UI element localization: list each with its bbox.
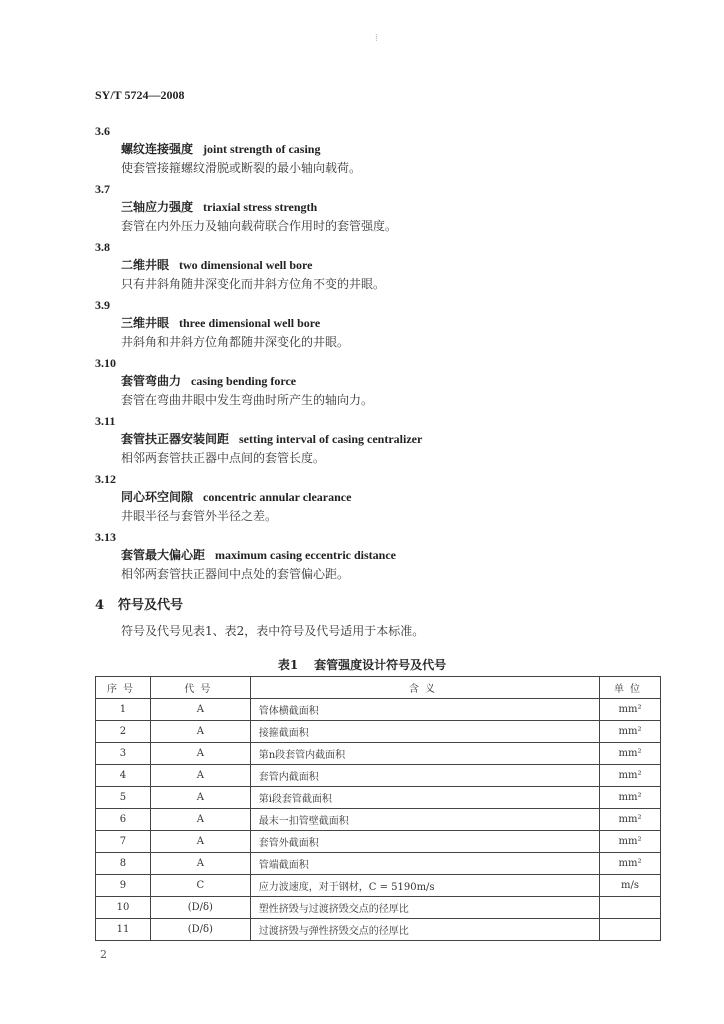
cell-seq: 3 [96,743,151,765]
term-en: concentric annular clearance [203,490,352,504]
cell-seq: 11 [96,919,151,941]
cell-code: (D/δ) [150,897,250,919]
term [95,372,675,391]
cell-unit: mm² [600,787,661,809]
term-en: triaxial stress strength [203,200,318,214]
cell-unit [600,919,661,941]
cell-meaning: 第n段套管内截面积 [250,743,599,765]
cell-meaning: 应力波速度，对于钢材，C = 5190m/s [250,875,599,897]
definition-text: 只有井斜角随井深变化而井斜方位角不变的井眼。 [121,277,386,291]
cell-unit: mm² [600,743,661,765]
cell-meaning: 接箍截面积 [250,721,599,743]
header-seq: 序号 [96,677,151,699]
cell-code: A [150,699,250,721]
clause-number: 3.6 [95,124,110,138]
cell-meaning: 最末一扣管壁截面积 [250,809,599,831]
definition-3-10 [95,354,675,410]
table-row [96,919,661,941]
scan-mark: ⁞ [375,33,378,44]
cell-seq: 10 [96,897,151,919]
table-row [96,809,661,831]
header-meaning: 含义 [250,677,599,699]
table-row [96,721,661,743]
definition-3-12 [95,470,675,526]
table-row [96,897,661,919]
cell-code: A [150,765,250,787]
cell-seq: 1 [96,699,151,721]
definition-3-7 [95,180,675,236]
cell-seq: 9 [96,875,151,897]
cell-meaning: 过渡挤毁与弹性挤毁交点的径厚比 [250,919,599,941]
definition-3-6 [95,122,675,178]
cell-seq: 4 [96,765,151,787]
term-cn: 三维井眼 [121,316,170,330]
cell-seq: 5 [96,787,151,809]
definition-text: 相邻两套管扶正器间中点处的套管偏心距。 [121,567,350,581]
definition-3-13 [95,528,675,584]
cell-seq: 6 [96,809,151,831]
cell-unit: mm² [600,721,661,743]
term-en: setting interval of casing centralizer [239,432,423,446]
definition-text: 使套管接箍螺纹滑脱或断裂的最小轴向载荷。 [121,161,362,175]
definition-text: 井眼半径与套管外半径之差。 [121,509,278,523]
term-cn: 同心环空间隙 [121,490,194,504]
cell-code: A [150,743,250,765]
cell-meaning: 套管内截面积 [250,765,599,787]
cell-unit: m/s [600,875,661,897]
cell-code: A [150,831,250,853]
cell-seq: 7 [96,831,151,853]
cell-unit: mm² [600,809,661,831]
cell-meaning: 管端截面积 [250,853,599,875]
cell-unit [600,897,661,919]
definition-text: 套管在内外压力及轴向载荷联合作用时的套管强度。 [121,219,398,233]
header-code: 代号 [150,677,250,699]
table-row [96,699,661,721]
cell-seq: 2 [96,721,151,743]
term-cn: 套管弯曲力 [121,374,182,388]
chapter-number: 4 [95,598,105,613]
clause-number: 3.8 [95,240,110,254]
cell-meaning: 第i段套管截面积 [250,787,599,809]
intro-paragraph: 符号及代号见表1、表2，表中符号及代号适用于本标准。 [121,624,425,638]
clause-number: 3.7 [95,182,110,196]
clause-number: 3.11 [95,414,116,428]
cell-code: (D/δ) [150,919,250,941]
term-cn: 套管扶正器安装间距 [121,432,230,446]
table-row [96,787,661,809]
cell-meaning: 管体横截面积 [250,699,599,721]
term-en: maximum casing eccentric distance [215,548,396,562]
term-cn: 套管最大偏心距 [121,548,206,562]
table-row [96,875,661,897]
clause-number: 3.13 [95,530,116,544]
term-cn: 三轴应力强度 [121,200,194,214]
definition-3-11 [95,412,675,468]
term [95,430,675,449]
page-header: SY/T 5724—2008 [95,88,185,102]
chapter-heading [95,594,183,613]
clause-number: 3.9 [95,298,110,312]
table-row [96,831,661,853]
cell-unit: mm² [600,699,661,721]
definition-text: 井斜角和井斜方位角都随井深变化的井眼。 [121,335,350,349]
cell-meaning: 塑性挤毁与过渡挤毁交点的径厚比 [250,897,599,919]
term-cn: 二维井眼 [121,258,170,272]
chapter-title: 符号及代号 [118,598,184,613]
page-number: 2 [100,948,107,961]
cell-unit: mm² [600,831,661,853]
term [95,488,675,507]
cell-unit: mm² [600,853,661,875]
table-caption-title: 套管强度设计符号及代号 [314,658,447,672]
term-en: casing bending force [191,374,297,388]
term [95,546,675,565]
table-row [96,853,661,875]
table-caption-number: 表1 [277,658,299,672]
definition-text: 套管在弯曲井眼中发生弯曲时所产生的轴向力。 [121,393,374,407]
term-en: joint strength of casing [203,142,321,156]
cell-code: A [150,809,250,831]
cell-code: A [150,853,250,875]
term [95,198,675,217]
cell-code: A [150,721,250,743]
term [95,140,675,159]
term-en: two dimensional well bore [179,258,313,272]
definition-3-9 [95,296,675,352]
clause-number: 3.10 [95,356,116,370]
cell-meaning: 套管外截面积 [250,831,599,853]
term-cn: 螺纹连接强度 [121,142,194,156]
cell-code: C [150,875,250,897]
term [95,314,675,333]
symbols-table [95,676,661,941]
term [95,256,675,275]
table-row [96,743,661,765]
definition-text: 相邻两套管扶正器中点间的套管长度。 [121,451,326,465]
definition-3-8 [95,238,675,294]
table-caption [0,656,724,673]
clause-number: 3.12 [95,472,116,486]
term-en: three dimensional well bore [179,316,321,330]
cell-unit: mm² [600,765,661,787]
table-header-row [96,677,661,699]
header-unit: 单位 [600,677,661,699]
cell-seq: 8 [96,853,151,875]
table-row [96,765,661,787]
cell-code: A [150,787,250,809]
